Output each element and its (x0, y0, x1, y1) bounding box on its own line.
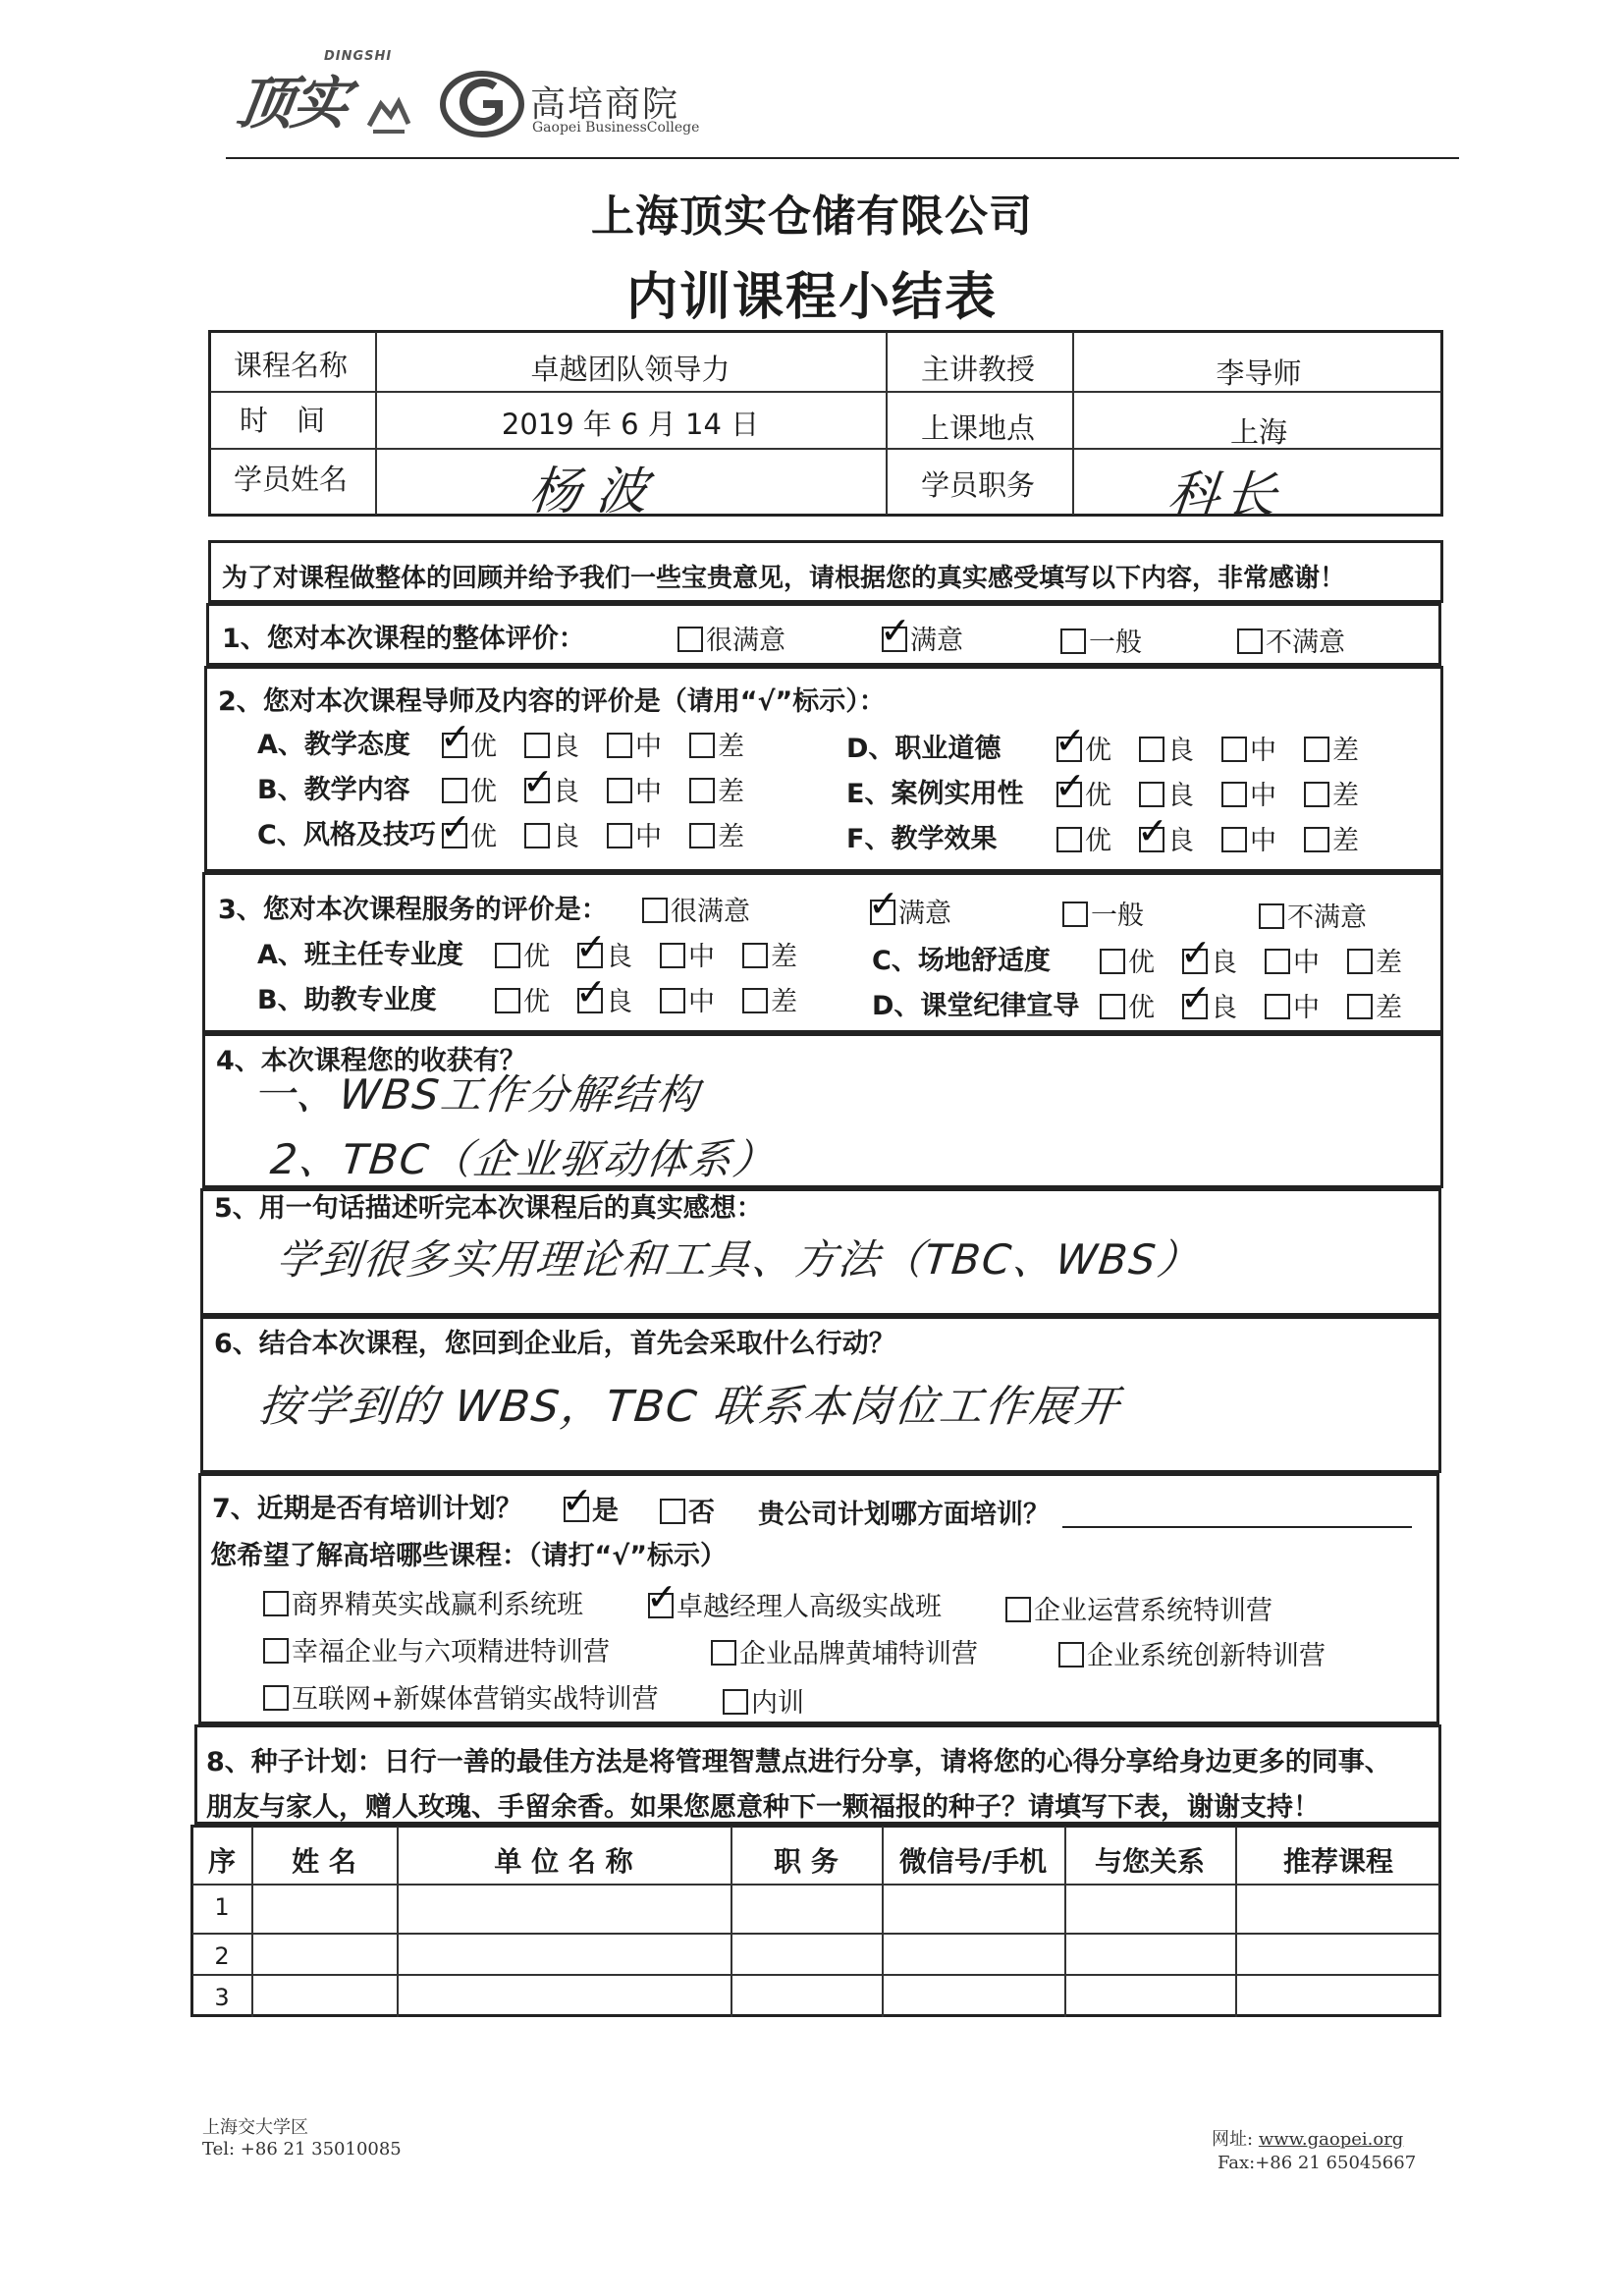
check-mark-icon: ✓ (575, 970, 607, 1013)
q3-grade-option[interactable] (1347, 941, 1402, 979)
q3-label: 3、您对本次课程服务的评价是： (218, 895, 608, 925)
course-option[interactable] (1058, 1634, 1326, 1672)
q3-grade-option[interactable] (660, 935, 715, 973)
checkbox[interactable] (742, 988, 768, 1013)
checkbox[interactable] (1100, 994, 1125, 1019)
course-label: 企业系统创新特训营 (1087, 1641, 1326, 1671)
checkbox[interactable] (1060, 629, 1086, 654)
info-col-line (886, 332, 888, 515)
checkbox-checked[interactable] (1180, 931, 1212, 974)
position-value[interactable]: 科长 (1164, 466, 1285, 525)
course-label: 企业运营系统特训营 (1034, 1596, 1272, 1626)
location-value[interactable]: 上海 (1229, 415, 1287, 449)
checkbox[interactable] (1265, 949, 1290, 974)
grade-label: 中 (1250, 781, 1276, 811)
q2-grade-option[interactable] (689, 815, 744, 853)
q2-grade-option[interactable] (1055, 764, 1111, 812)
q7-plan-input-line[interactable] (1062, 1526, 1412, 1528)
checkbox[interactable] (1265, 994, 1290, 1019)
q1-option[interactable] (1237, 621, 1345, 659)
grade-label: 优 (1128, 993, 1155, 1023)
q5-answer[interactable]: 学到很多实用理论和工具、方法（TBC、WBS） (274, 1235, 1204, 1284)
check-mark-icon: ✓ (1137, 809, 1168, 852)
checkbox[interactable] (689, 733, 715, 758)
q2-grade-option[interactable] (1304, 729, 1359, 767)
footer-website[interactable] (1212, 2125, 1403, 2151)
checkbox[interactable] (1100, 949, 1125, 974)
q2-grade-option[interactable] (689, 725, 744, 763)
option-label: 不满意 (1287, 902, 1367, 933)
seed-table-cell[interactable] (884, 1976, 1062, 2015)
grade-label: 中 (1250, 826, 1276, 856)
check-mark-icon: ✓ (522, 760, 554, 803)
q2-grade-option[interactable] (1139, 774, 1194, 812)
grade-label: 差 (1332, 826, 1359, 856)
grade-label: 中 (1293, 948, 1320, 978)
q2-grade-option[interactable] (440, 805, 497, 853)
course-option[interactable] (646, 1575, 942, 1623)
q3-option[interactable] (868, 882, 951, 930)
option-label: 否 (688, 1498, 715, 1528)
checkbox[interactable] (1304, 737, 1329, 762)
q4-answer-1[interactable]: 一、WBS工作分解结构 (250, 1070, 703, 1119)
checkbox-checked[interactable] (575, 925, 607, 968)
checkbox[interactable] (742, 943, 768, 968)
q3-option[interactable] (642, 890, 750, 928)
course-label: 内训 (751, 1688, 804, 1719)
checkbox-checked[interactable] (1055, 719, 1086, 762)
checkbox[interactable] (660, 943, 685, 968)
checkbox[interactable] (607, 778, 632, 803)
q3-grade-option[interactable] (742, 980, 797, 1018)
name-value[interactable]: 杨波 (526, 463, 667, 521)
grade-label: 中 (635, 822, 662, 852)
checkbox[interactable] (442, 778, 467, 803)
checkbox[interactable] (1304, 782, 1329, 807)
q5-label: 5、用一句话描述听完本次课程后的真实感想： (214, 1193, 763, 1224)
seed-table-cell[interactable] (1066, 1976, 1233, 2015)
seed-table-cell[interactable] (1237, 1976, 1439, 2015)
form-title: 内训课程小结表 (625, 268, 998, 327)
q2-grade-option[interactable] (1139, 729, 1194, 767)
checkbox-checked[interactable] (440, 715, 471, 758)
q1-option[interactable] (677, 619, 785, 657)
seed-row-number: 2 (214, 1942, 230, 1970)
checkbox[interactable] (263, 1591, 289, 1616)
grade-label: 良 (553, 822, 579, 852)
q3-grade-option[interactable] (1180, 976, 1237, 1024)
checkbox-checked[interactable] (440, 805, 471, 848)
seed-table-cell[interactable] (1066, 1935, 1233, 1972)
grade-label: 优 (470, 822, 497, 852)
course-value[interactable]: 卓越团队领导力 (530, 353, 731, 386)
q3-grade-option[interactable] (1265, 941, 1320, 979)
seed-table-cell[interactable] (884, 1935, 1062, 1972)
q8-line-2: 朋友与家人，赠人玫瑰、手留余香。如果您愿意种下一颗福报的种子？请填写下表，谢谢支持！ (206, 1792, 1320, 1823)
q7-no-option[interactable] (660, 1491, 715, 1529)
q3-option[interactable] (1062, 894, 1144, 932)
dingshi-logo-en: DINGSHI (324, 49, 393, 64)
grade-label: 中 (688, 942, 715, 972)
seed-table-cell[interactable] (1237, 1886, 1439, 1931)
grade-label: 良 (553, 777, 579, 807)
q2-grade-option[interactable] (442, 770, 497, 808)
q1-label: 1、您对本次课程的整体评价： (222, 624, 585, 654)
seed-table-cell[interactable] (253, 1976, 395, 2015)
seed-table-header: 职 务 (774, 1845, 839, 1878)
grade-label: 差 (771, 942, 797, 972)
website-link[interactable]: www.gaopei.org (1258, 2129, 1404, 2150)
q7-yes-option[interactable] (562, 1479, 619, 1527)
header-rule (226, 157, 1459, 159)
check-mark-icon: ✓ (880, 609, 911, 652)
check-mark-icon: ✓ (646, 1575, 677, 1618)
course-label: 商界精英实战赢利系统班 (292, 1590, 583, 1620)
course-option[interactable] (263, 1677, 659, 1716)
grade-label: 差 (771, 987, 797, 1017)
grade-label: 优 (1085, 826, 1111, 856)
q2-grade-option[interactable] (524, 815, 579, 853)
q2-grade-option[interactable] (1221, 819, 1276, 857)
instructor-label: 主讲教授 (921, 353, 1036, 386)
checkbox[interactable] (1062, 902, 1088, 927)
checkbox-checked[interactable] (646, 1575, 677, 1618)
course-label: 幸福企业与六项精进特训营 (292, 1637, 610, 1667)
q2-grade-option[interactable] (689, 770, 744, 808)
check-mark-icon: ✓ (1180, 931, 1212, 974)
grade-label: 优 (470, 732, 497, 762)
checkbox[interactable] (524, 733, 550, 758)
checkbox[interactable] (723, 1689, 748, 1715)
q3-grade-option[interactable] (1265, 986, 1320, 1024)
grade-label: 中 (635, 732, 662, 762)
checkbox[interactable] (1221, 737, 1247, 762)
checkbox[interactable] (1347, 994, 1373, 1019)
check-mark-icon: ✓ (440, 805, 471, 848)
grade-label: 差 (1376, 948, 1402, 978)
q7-plan-label: 贵公司计划哪方面培训？ (758, 1500, 1050, 1530)
q2-item-label: B、教学内容 (257, 775, 410, 805)
gaopei-logo-en: Gaopei BusinessCollege (532, 120, 700, 136)
checkbox-checked[interactable] (1137, 809, 1168, 852)
course-label: 互联网+新媒体营销实战特训营 (292, 1684, 659, 1715)
grade-label: 差 (718, 732, 744, 762)
grade-label: 优 (470, 777, 497, 807)
checkbox-checked[interactable] (562, 1479, 593, 1522)
website-label: 网址: (1212, 2129, 1254, 2150)
checkbox[interactable] (1056, 827, 1082, 852)
grade-label: 良 (1167, 781, 1194, 811)
gaopei-logo-cn: 高培商院 (530, 84, 680, 125)
dingshi-logo: 顶实 (232, 70, 352, 137)
q2-grade-option[interactable] (1221, 729, 1276, 767)
q2-grade-option[interactable] (1304, 819, 1359, 857)
q7-courses-label: 您希望了解高培哪些课程：（请打“√”标示） (210, 1541, 727, 1571)
grade-label: 差 (1332, 781, 1359, 811)
grade-label: 优 (1085, 781, 1111, 811)
checkbox[interactable] (689, 823, 715, 848)
seed-row-number: 3 (214, 1984, 230, 2011)
check-mark-icon: ✓ (440, 715, 471, 758)
grade-label: 中 (1250, 736, 1276, 766)
option-label: 满意 (910, 626, 963, 656)
check-mark-icon: ✓ (1180, 976, 1212, 1019)
q3-grade-option[interactable] (1347, 986, 1402, 1024)
instructor-value[interactable]: 李导师 (1216, 356, 1302, 390)
q3-grade-option[interactable] (1180, 931, 1237, 979)
q2-grade-option[interactable] (440, 715, 497, 763)
seed-table-cell[interactable] (1066, 1886, 1233, 1931)
grade-label: 中 (688, 987, 715, 1017)
time-label: 时 间 (240, 404, 326, 437)
grade-label: 中 (635, 777, 662, 807)
q6-label: 6、结合本次课程，您回到企业后，首先会采取什么行动？ (214, 1329, 895, 1359)
grade-label: 优 (523, 987, 550, 1017)
option-label: 不满意 (1266, 628, 1345, 658)
course-label: 企业品牌黄埔特训营 (739, 1639, 978, 1669)
grade-label: 差 (1332, 736, 1359, 766)
q3-item-label: A、班主任专业度 (257, 940, 463, 970)
check-mark-icon: ✓ (1055, 719, 1086, 762)
seed-table-header: 微信号/手机 (898, 1845, 1048, 1878)
seed-row-number: 1 (214, 1893, 230, 1921)
checkbox[interactable] (524, 823, 550, 848)
checkbox[interactable] (1139, 782, 1164, 807)
seed-table-cell[interactable] (253, 1935, 395, 1972)
grade-label: 良 (606, 942, 632, 972)
seed-table-cell[interactable] (253, 1886, 395, 1931)
checkbox[interactable] (263, 1638, 289, 1664)
company-title: 上海顶实仓储有限公司 (591, 191, 1033, 242)
check-mark-icon: ✓ (1055, 764, 1086, 807)
q6-answer[interactable]: 按学到的 WBS，TBC 联系本岗位工作展开 (255, 1382, 1123, 1432)
q3-option[interactable] (1259, 896, 1367, 934)
checkbox[interactable] (677, 627, 703, 652)
intro-text: 为了对课程做整体的回顾并给予我们一些宝贵意见，请根据您的真实感受填写以下内容，非常感谢！ (222, 564, 1346, 593)
checkbox-checked[interactable] (1055, 764, 1086, 807)
seed-table-header: 序 (207, 1845, 236, 1878)
seed-table-cell[interactable] (884, 1886, 1062, 1931)
checkbox[interactable] (711, 1640, 736, 1666)
q2-item-label: C、风格及技巧 (257, 820, 436, 850)
q7-label: 7、近期是否有培训计划？ (212, 1494, 522, 1524)
checkbox[interactable] (263, 1685, 289, 1711)
seed-table-header: 推荐课程 (1282, 1845, 1393, 1878)
seed-table-header: 姓 名 (292, 1845, 356, 1878)
seed-table-cell[interactable] (1237, 1935, 1439, 1972)
checkbox[interactable] (607, 733, 632, 758)
time-value[interactable]: 2019 年 6 月 14 日 (501, 408, 760, 441)
grade-label: 良 (553, 732, 579, 762)
q2-grade-option[interactable] (1055, 719, 1111, 767)
course-option[interactable] (263, 1630, 610, 1668)
q4-answer-2[interactable]: 2、TBC（企业驱动体系） (268, 1135, 779, 1183)
q2-grade-option[interactable] (1221, 774, 1276, 812)
option-label: 是 (592, 1496, 619, 1526)
checkbox[interactable] (1221, 782, 1247, 807)
grade-label: 优 (523, 942, 550, 972)
gaopei-logo-icon (440, 71, 524, 137)
location-label: 上课地点 (921, 411, 1036, 445)
grade-label: 差 (718, 777, 744, 807)
footer-tel: Tel: +86 21 35010085 (202, 2139, 402, 2159)
option-label: 满意 (898, 899, 951, 929)
checkbox-checked[interactable] (1180, 976, 1212, 1019)
q1-option[interactable] (1060, 621, 1142, 659)
q3-item-label: C、场地舒适度 (872, 946, 1051, 976)
q3-grade-option[interactable] (575, 970, 632, 1018)
q3-grade-option[interactable] (575, 925, 632, 973)
seed-table-header: 单 位 名 称 (494, 1845, 633, 1878)
q2-item-label: F、教学效果 (846, 824, 998, 854)
checkbox[interactable] (660, 1499, 685, 1524)
checkbox[interactable] (689, 778, 715, 803)
grade-label: 差 (718, 822, 744, 852)
course-option[interactable] (263, 1583, 583, 1621)
check-mark-icon: ✓ (868, 882, 899, 925)
q4-label: 4、本次课程您的收获有？ (216, 1046, 526, 1076)
course-option[interactable] (723, 1681, 804, 1720)
q2-grade-option[interactable] (1056, 819, 1111, 857)
checkbox[interactable] (495, 988, 520, 1013)
seed-table-cell[interactable] (732, 1976, 880, 2015)
grade-label: 中 (1293, 993, 1320, 1023)
q3-grade-option[interactable] (1100, 941, 1155, 979)
grade-label: 良 (1167, 736, 1194, 766)
q3-grade-option[interactable] (660, 980, 715, 1018)
option-label: 很满意 (706, 626, 785, 656)
checkbox-checked[interactable] (880, 609, 911, 652)
checkbox[interactable] (607, 823, 632, 848)
grade-label: 良 (1211, 993, 1237, 1023)
checkbox[interactable] (1221, 827, 1247, 852)
q2-grade-option[interactable] (1137, 809, 1194, 857)
checkbox[interactable] (1304, 827, 1329, 852)
checkbox-checked[interactable] (868, 882, 899, 925)
option-label: 一般 (1091, 901, 1144, 931)
q3-item-label: B、助教专业度 (257, 985, 437, 1015)
footer-campus: 上海交大学区 (202, 2117, 308, 2138)
option-label: 很满意 (671, 897, 750, 927)
course-option[interactable] (711, 1632, 978, 1670)
checkbox[interactable] (1347, 949, 1373, 974)
position-label: 学员职务 (921, 468, 1036, 502)
checkbox[interactable] (660, 988, 685, 1013)
checkbox-checked[interactable] (575, 970, 607, 1013)
q3-item-label: D、课堂纪律宣导 (872, 991, 1080, 1021)
q2-grade-option[interactable] (524, 725, 579, 763)
q2-grade-option[interactable] (1304, 774, 1359, 812)
q3-grade-option[interactable] (495, 935, 550, 973)
checkbox[interactable] (1259, 903, 1284, 929)
grade-label: 良 (1167, 826, 1194, 856)
seed-table-cell[interactable] (399, 1976, 729, 2015)
q8-line-1: 8、种子计划：日行一善的最佳方法是将管理智慧点进行分享，请将您的心得分享给身边更多的同事、 (206, 1747, 1391, 1777)
seed-table-header: 与您关系 (1094, 1845, 1205, 1878)
q2-item-label: E、案例实用性 (846, 779, 1024, 809)
checkbox[interactable] (495, 943, 520, 968)
q2-item-label: A、教学态度 (257, 730, 410, 760)
checkbox[interactable] (1237, 629, 1263, 654)
dingshi-seal-icon (365, 96, 412, 136)
checkbox[interactable] (642, 898, 668, 923)
q1-option[interactable] (880, 609, 963, 657)
checkbox[interactable] (1058, 1642, 1084, 1667)
option-label: 一般 (1089, 628, 1142, 658)
q2-item-label: D、职业道德 (846, 734, 1001, 764)
grade-label: 良 (606, 987, 632, 1017)
check-mark-icon: ✓ (562, 1479, 593, 1522)
grade-label: 良 (1211, 948, 1237, 978)
checkbox[interactable] (1005, 1597, 1031, 1622)
grade-label: 优 (1085, 736, 1111, 766)
q2-grade-option[interactable] (607, 815, 662, 853)
name-label: 学员姓名 (234, 463, 349, 496)
q3-grade-option[interactable] (1100, 986, 1155, 1024)
q3-grade-option[interactable] (495, 980, 550, 1018)
course-option[interactable] (1005, 1589, 1272, 1627)
checkbox[interactable] (1139, 737, 1164, 762)
q3-grade-option[interactable] (742, 935, 797, 973)
checkbox-checked[interactable] (522, 760, 554, 803)
q2-grade-option[interactable] (522, 760, 579, 808)
seed-table-cell[interactable] (732, 1886, 880, 1931)
course-label: 卓越经理人高级实战班 (677, 1592, 942, 1622)
q2-label: 2、您对本次课程导师及内容的评价是（请用“√”标示）： (218, 686, 886, 717)
footer-fax: Fax:+86 21 65045667 (1218, 2153, 1417, 2173)
course-label: 课程名称 (234, 349, 349, 382)
seed-table-cell[interactable] (399, 1886, 729, 1931)
seed-table-cell[interactable] (732, 1935, 880, 1972)
q2-grade-option[interactable] (607, 725, 662, 763)
grade-label: 优 (1128, 948, 1155, 978)
q2-grade-option[interactable] (607, 770, 662, 808)
grade-label: 差 (1376, 993, 1402, 1023)
seed-table-cell[interactable] (399, 1935, 729, 1972)
check-mark-icon: ✓ (575, 925, 607, 968)
